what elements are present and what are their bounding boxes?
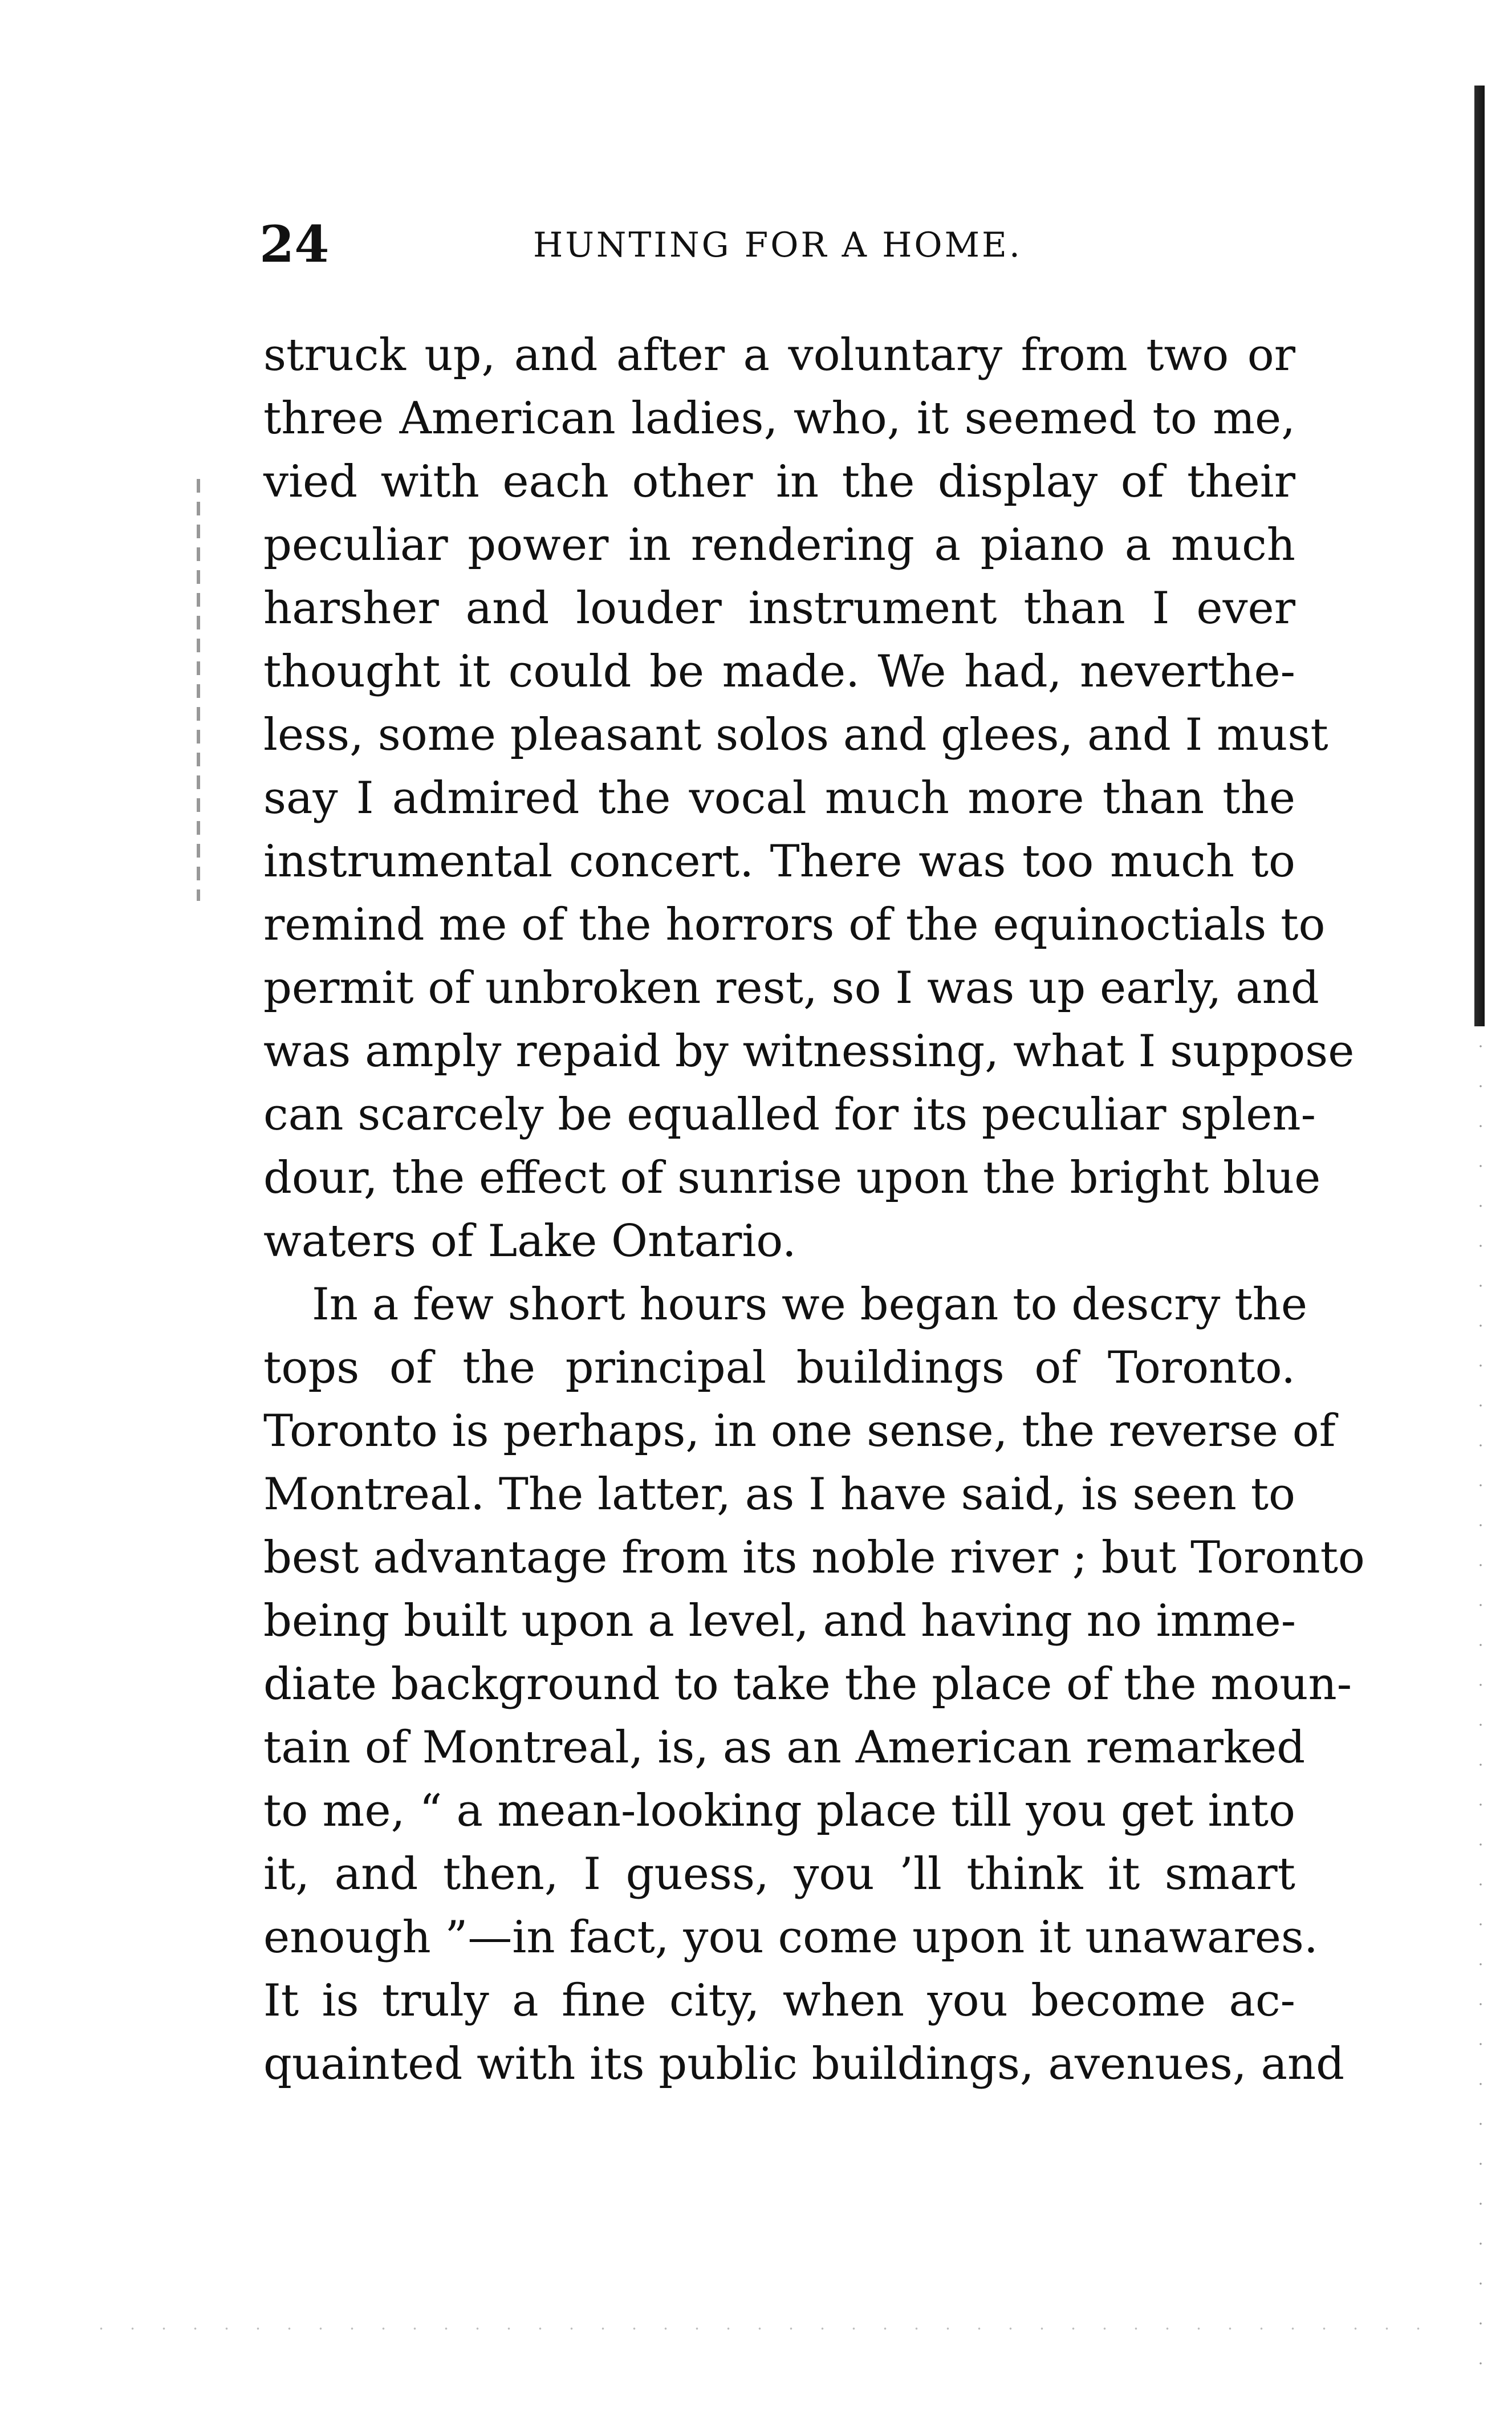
text-line: waters of Lake Ontario. [263, 1216, 796, 1267]
text-line: permit of unbroken rest, so I was up early, and [263, 962, 1319, 1014]
text-line: remind me of the horrors of the equinoctials to [263, 899, 1326, 950]
text-line: three American ladies, who, it seemed to me, [263, 393, 1295, 444]
scan-edge-specks [1472, 1026, 1489, 2395]
text-line: instrumental concert. There was too much to [263, 836, 1295, 887]
text-line: being built upon a level, and having no imme- [263, 1595, 1296, 1647]
text-line: peculiar power in rendering a piano a much [263, 519, 1295, 571]
text-line: Toronto is perhaps, in one sense, the reverse of [263, 1405, 1336, 1457]
text-line: best advantage from its noble river ; but Toronto [263, 1532, 1365, 1583]
text-line: tops of the principal buildings of Toronto. [263, 1342, 1295, 1394]
text-line: to me, “ a mean-looking place till you get into [263, 1785, 1295, 1837]
text-line: diate background to take the place of the moun- [263, 1659, 1352, 1710]
text-line: struck up, and after a voluntary from two or [263, 330, 1295, 381]
scan-edge-shadow [1474, 86, 1485, 1026]
page-number: 24 [259, 214, 330, 274]
text-line: Montreal. The latter, as I have said, is seen to [263, 1469, 1295, 1520]
text-line: it, and then, I guess, you ’ll think it smart [263, 1849, 1295, 1900]
text-line: tain of Montreal, is, as an American remarked [263, 1722, 1306, 1773]
text-line: dour, the effect of sunrise upon the bright blue [263, 1152, 1321, 1204]
text-line: In a few short hours we began to descry the [312, 1279, 1307, 1330]
text-line: say I admired the vocal much more than the [263, 773, 1295, 824]
text-line: vied with each other in the display of their [263, 456, 1295, 507]
text-line: less, some pleasant solos and glees, and I must [263, 709, 1328, 761]
scan-margin-marks [197, 479, 200, 901]
body-text [263, 324, 1365, 2096]
text-line: harsher and louder instrument than I ever [263, 583, 1295, 634]
text-line: enough ”—in fact, you come upon it unawares. [263, 1912, 1318, 1963]
text-line: was amply repaid by witnessing, what I suppose [263, 1026, 1355, 1077]
text-line: thought it could be made. We had, neverthe- [263, 646, 1295, 697]
text-line: can scarcely be equalled for its peculiar splen- [263, 1089, 1316, 1140]
scan-bottom-specks [86, 2326, 1425, 2331]
running-title: HUNTING FOR A HOME. [533, 225, 1022, 265]
text-line: It is truly a fine city, when you become ac- [263, 1975, 1295, 2026]
page-header [259, 210, 1297, 278]
text-line: quainted with its public buildings, avenues, and [263, 2038, 1345, 2090]
